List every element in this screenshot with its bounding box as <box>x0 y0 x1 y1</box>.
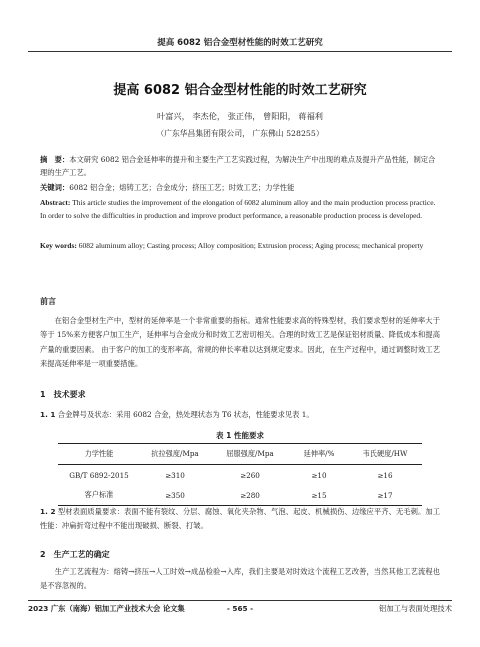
section-1-2 <box>40 505 440 534</box>
intro-heading: 前言 <box>40 297 56 306</box>
table-cell: ≥280 <box>240 490 260 500</box>
abstract-en <box>40 197 440 222</box>
footer-section-name: 铝加工与表面处理技术 <box>379 604 452 613</box>
table-row <box>58 485 422 506</box>
table-cell: ≥17 <box>377 490 393 500</box>
keywords-en-label: Key words: <box>40 241 77 250</box>
table-header-cell: 力学性能 <box>84 449 114 458</box>
section-1-1 <box>40 410 440 420</box>
table-cell: ≥260 <box>240 470 260 480</box>
affiliation: （广东华昌集团有限公司， 广东佛山 528255） <box>156 129 324 138</box>
table-header-row <box>58 444 422 465</box>
section-1-1-number: 1. 1 <box>40 410 56 419</box>
table-caption: 表 1 性能要求 <box>216 431 264 440</box>
table-cell: ≥310 <box>165 470 185 480</box>
table-cell: ≥15 <box>311 490 327 500</box>
abstract-en-label: Abstract: <box>40 198 71 207</box>
page-number: - 565 - <box>226 604 254 613</box>
table-cell: ≥10 <box>311 470 327 480</box>
table-cell: GB/T 6892-2015 <box>69 470 129 480</box>
table-cell: ≥16 <box>377 470 393 480</box>
keywords-cn <box>40 182 440 195</box>
header-rule <box>28 51 452 52</box>
section-2-paragraph: 生产工艺流程为：熔铸→挤压→人工时效→成品检验→入库，我们主要是对时效这个流程工艺改善，当然其他工艺流程也是不容忽视的。 <box>40 567 440 591</box>
table-row <box>58 465 422 486</box>
keywords-en <box>40 240 440 253</box>
intro-paragraph: 在铝合金型材生产中，型材的延伸率是一个非常重要的指标。通常性能要求高的特殊型材，我们要求型材的延伸率大于等于 15%来方便客户加工生产，延伸率与合金成分和时效工艺密切相关。合理的时效工艺是保证铝材质量、降低成本和提高产量的重要因素。 由于客户的加工的变形率高，常规的伸长率难以达到规定要求。因此，在生产过程中，通过调整时效工艺来提高延伸率是一项重要措施。 <box>40 316 440 369</box>
table-cell: 客户标准 <box>84 490 114 499</box>
table-header-cell: 抗拉强度/Mpa <box>151 449 199 458</box>
abstract-label: 摘 要： <box>40 155 70 164</box>
footer-rule <box>28 600 452 601</box>
abstract-text: 本文研究 6082 铝合金延伸率的提升和主要生产工艺实践过程，为解决生产中出现的难点及提升产品性能，制定合理的生产工艺。 <box>40 155 436 177</box>
abstract-cn <box>40 154 440 179</box>
table-header-cell: 韦氏硬度/HW <box>362 449 408 458</box>
table-cell: ≥350 <box>165 490 185 500</box>
author-list: 叶富兴， 李杰伦， 张正伟， 曾阳阳， 蒋福利 <box>157 111 323 121</box>
abstract-en-text: This article studies the improvement of the elongation of 6082 aluminum alloy and the main production process practice. In order to solve the difficulties in production and improve product performance, a reasonable production process is developed. <box>40 198 436 220</box>
section-1-1-text: 合金牌号及状态：采用 6082 合金，热处理状态为 T6 状态，性能要求见表 1。 <box>55 410 314 419</box>
section-1-heading: 1 技术要求 <box>40 390 86 399</box>
footer-proceedings: 2023 广东（南海）铝加工产业技术大会 论文集 <box>28 604 185 613</box>
keywords-label: 关键词： <box>40 183 70 192</box>
table-header-cell: 延伸率/% <box>303 449 335 458</box>
section-1-2-number: 1. 2 <box>40 507 56 516</box>
section-2-heading: 2 生产工艺的确定 <box>40 550 110 559</box>
keywords-text: 6082 铝合金；熔铸工艺；合金成分；挤压工艺；时效工艺；力学性能 <box>69 183 295 192</box>
keywords-en-text: 6082 aluminum alloy; Casting process; Alloy composition; Extrusion process; Aging process; mechanical property <box>78 241 424 250</box>
table-header-cell: 屈服强度/Mpa <box>226 449 274 458</box>
requirements-table <box>58 443 422 506</box>
section-1-2-text: 型材表面质量要求：表面不能有裂纹、分层、腐蚀、氧化夹杂物、气泡、起皮、机械损伤、边缘应平齐、无毛刺。加工性能：冲扁折弯过程中不能出现破损、断裂、打皱。 <box>40 507 440 531</box>
running-header: 提高 6082 铝合金型材性能的时效工艺研究 <box>157 38 323 48</box>
paper-title: 提高 6082 铝合金型材性能的时效工艺研究 <box>113 83 367 98</box>
